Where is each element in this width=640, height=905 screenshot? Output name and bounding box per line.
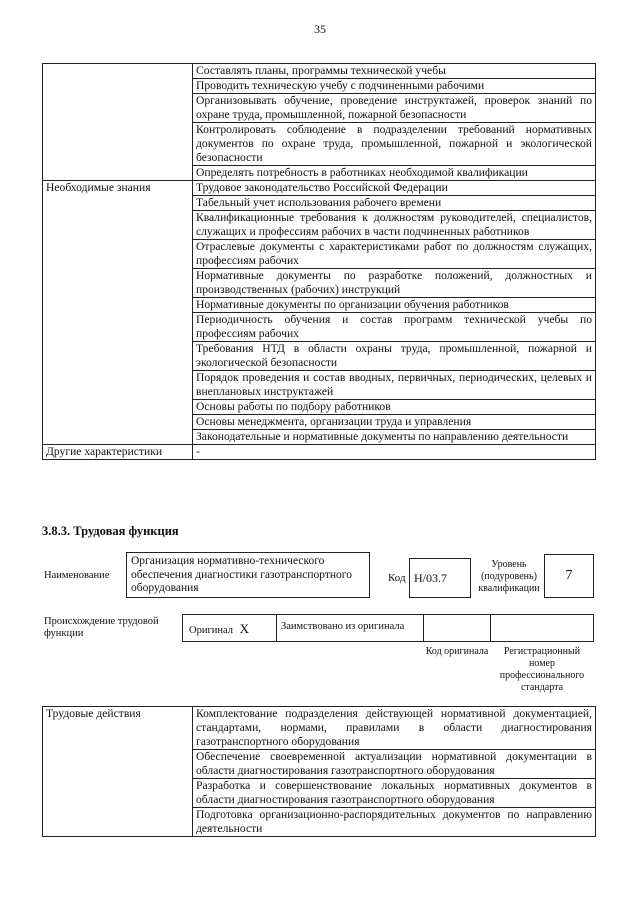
original-label: Оригинал [189,625,233,636]
knowledge-item: Законодательные и нормативные документы по направлению деятельности [193,430,596,445]
function-name: Организация нормативно-технического обеспечения диагностики газотранспортного оборудования [131,555,352,594]
knowledge-item: Порядок проведения и состав вводных, первичных, периодических, целевых и внеплановых инструктажей [193,371,596,400]
knowledge-item: Квалификационные требования к должностям руководителей, специалистов, служащих и профессиям рабочих в части подчиненных работников [193,211,596,240]
origin-box [182,614,594,642]
table-row [43,181,596,196]
skill-item: Составлять планы, программы технической учебы [193,64,596,79]
origin-label: Происхождение трудовой функции [44,616,159,639]
code-box [409,558,471,598]
code-value: H/03.7 [414,571,447,585]
skills-label-cell [43,64,193,181]
other-characteristics-value: - [193,445,596,460]
knowledge-item: Нормативные документы по организации обучения работников [193,298,596,313]
other-characteristics-label: Другие характеристики [43,445,193,460]
knowledge-label: Необходимые знания [43,181,193,445]
section-title: 3.8.3. Трудовая функция [42,524,179,538]
code-label: Код [388,572,406,584]
reg-number-cell [490,615,593,641]
knowledge-item: Нормативные документы по разработке положений, должностных и производственных (рабочих) инструкций [193,269,596,298]
knowledge-item: Трудовое законодательство Российской Федерации [193,181,596,196]
knowledge-item: Основы работы по подбору работников [193,400,596,415]
knowledge-item: Отраслевые документы с характеристиками работ по должностям служащих, профессиям рабочих [193,240,596,269]
level-value: 7 [565,568,573,583]
competency-table [42,63,596,460]
borrowed-label: Заимствовано из оригинала [281,621,405,632]
origin-code-caption: Код оригинала [425,646,489,657]
labor-action-item: Подготовка организационно-распорядительных документов по направлению деятельности [193,808,596,837]
labor-actions-label: Трудовые действия [43,707,193,837]
labor-action-item: Разработка и совершенствование локальных нормативных документов в области диагностирования газотранспортного оборудования [193,779,596,808]
function-name-box [126,552,370,598]
page-number: 35 [314,22,326,36]
skill-item: Проводить техническую учебу с подчиненными рабочими [193,79,596,94]
borrowed-cell [277,615,424,641]
labor-actions-table [42,706,596,837]
labor-action-item: Обеспечение своевременной актуализации нормативной документации в области диагностирования газотранспортного оборудования [193,750,596,779]
knowledge-item: Основы менеджмента, организации труда и управления [193,415,596,430]
level-label: Уровень (подуровень) квалификации [478,559,540,594]
level-box [544,554,594,598]
table-row [43,707,596,750]
original-cell [183,615,277,641]
table-row [43,64,596,79]
labor-action-item: Комплектование подразделения действующей нормативной документацией, стандартами, нормами, правилами в области диагностирования газотранспортного оборудования [193,707,596,750]
table-row [43,445,596,460]
knowledge-item: Требования НТД в области охраны труда, промышленной, пожарной и экологической безопасности [193,342,596,371]
skill-item: Определять потребность в работниках необходимой квалификации [193,166,596,181]
name-label: Наименование [44,570,110,581]
reg-number-caption: Регистрационный номер профессионального стандарта [499,646,585,693]
skill-item: Организовывать обучение, проведение инструктажей, проверок знаний по охране труда, промышленной, пожарной безопасности [193,94,596,123]
original-mark: X [239,621,250,636]
knowledge-item: Периодичность обучения и состав программ технической учебы по профессиям рабочих [193,313,596,342]
knowledge-item: Табельный учет использования рабочего времени [193,196,596,211]
skill-item: Контролировать соблюдение в подразделении требований нормативных документов по охране труда, промышленной, пожарной и экологической безопасности [193,123,596,166]
origin-code-cell [424,615,491,641]
